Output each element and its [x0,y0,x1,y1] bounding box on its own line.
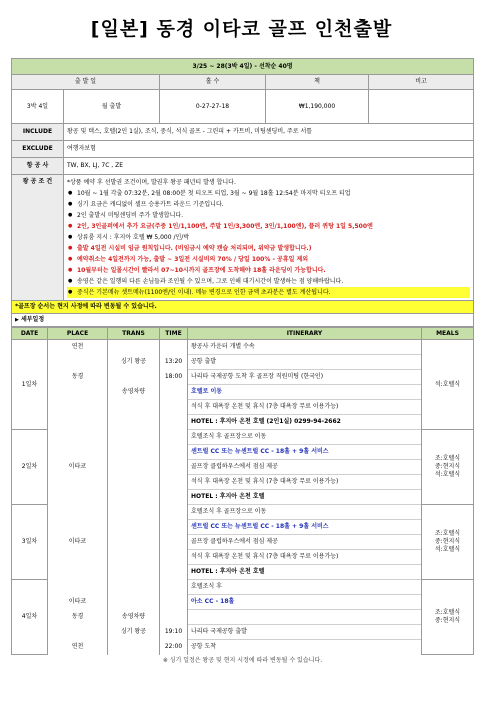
time-cell [160,340,188,355]
terms-item: ● 10월부터는 일몰시간이 빨라서 07~10시까지 골프장에 도착해야 18홀 라운딩이 가능합니다. [67,265,470,276]
place-cell [48,430,108,445]
schedule-row [12,475,474,490]
schedule-row [12,580,474,595]
terms-intro: *상품 예약 후 선발권 조건이며, 발권후 왕공 패년티 발생 합니다. [67,179,236,186]
terms-item: ● 10월 ~ 1월 각출 07:32분, 2월 08:00분 첫 티오프 티업, 3월 ~ 9월 18홀 12:54분 마지막 티오프 티업 [67,188,470,199]
trans-cell [108,595,160,610]
itinerary-cell: 석식 후 대욕장 온천 및 휴식 (7층 대욕장 무료 이용가능) [188,475,422,490]
trans-cell: 싱기 왕공 [108,625,160,640]
time-cell: 22:00 [160,640,188,655]
time-cell [160,475,188,490]
itinerary-cell: 왕공사 카운터 개별 수속 [188,340,422,355]
schedule-row [12,595,474,610]
terms-item: ● 예약취소는 4일전까지 가능, 출발 ~ 3일전 시실비의 70% / 당일 100% - 공휴일 제외 [67,254,470,265]
trans-cell [108,460,160,475]
col-trans: TRANS [108,328,160,340]
trans-cell [108,370,160,385]
terms-item: ● 출발 4일전 시실비 임금 원칙입니다. (비임금시 예약 캔슬 처리되며, 위약금 발생합니다.) [67,243,470,254]
day-label: 4일차 [12,580,48,655]
terms-list [67,188,470,298]
trans-cell [108,445,160,460]
trans-cell [108,520,160,535]
schedule-row [12,505,474,520]
itinerary-cell: 석식 후 대욕장 온천 및 휴식 (7층 대욕장 무료 이용가능) [188,550,422,565]
itinerary-cell: 공항 도착 [188,640,422,655]
time-cell [160,550,188,565]
col-place: PLACE [48,328,108,340]
place-cell [48,445,108,460]
itinerary-cell: 아소 CC - 18홀 [188,595,422,610]
trans-cell: 송영차량 [108,610,160,625]
place-cell: 동경 [48,370,108,385]
trans-cell: 송영차량 [108,385,160,400]
schedule-row [12,385,474,400]
meals-cell: 석:호텔식 [422,340,474,430]
golf-order-note: *골프장 순서는 현지 사정에 따라 변동될 수 있습니다. [12,301,474,314]
schedule-row [12,355,474,370]
schedule-row [12,550,474,565]
meals-cell: 조:호텔식 중:현지식 [422,580,474,655]
schedule-row [12,565,474,580]
schedule-row [12,535,474,550]
time-cell [160,610,188,625]
place-cell [48,385,108,400]
header-holes: 홀 수 [160,75,266,90]
itinerary-cell: 센트럴 CC 또는 뉴센트럴 CC - 18홀 + 9홀 서비스 [188,445,422,460]
terms-item: ● 2인, 3인골퍼에서 추가 요금(주중 1인/1,100엔, 주말 1인/3,300엔, 3인/1,100엔), 플러 퀴탕 1일 5,500엔 [67,221,470,232]
include-label: INCLUDE [12,124,64,141]
time-cell [160,565,188,580]
header-depart: 출 발 일 [12,75,160,90]
place-cell [48,415,108,430]
schedule-row [12,340,474,355]
page-title: [일본] 동경 이타코 골프 인천출발 [90,18,393,40]
terms-item: ● 2인 출발시 미팅센딩비 주가 발생합니다. [67,210,470,221]
time-cell [160,415,188,430]
itinerary-cell: 공항 출발 [188,355,422,370]
trans-cell [108,580,160,595]
schedule-row [12,445,474,460]
schedule-table [11,327,474,667]
time-cell [160,460,188,475]
time-cell [160,520,188,535]
trans-cell [108,490,160,505]
header-price: 책 [266,75,369,90]
airline-label: 항 공 사 [12,158,64,175]
summary-depart: 월 출발 [64,90,160,124]
day-label: 3일차 [12,505,48,580]
itinerary-cell: HOTEL : 후지아 온천 호텔 [188,490,422,505]
place-cell [48,580,108,595]
itinerary-cell: 센트럴 CC 또는 뉴센트럴 CC - 18홀 + 9홀 서비스 [188,520,422,535]
place-cell: 이타코 [48,535,108,550]
place-cell [48,550,108,565]
time-cell [160,535,188,550]
itinerary-cell: 호텔로 이동 [188,385,422,400]
itinerary-cell: 호텔조식 후 [188,580,422,595]
tour-banner: 3/25 ~ 28(3박 4일) - 선착순 40명 [12,59,474,75]
place-cell [48,475,108,490]
schedule-row [12,430,474,445]
itinerary-cell: 호텔조식 후 골프장으로 이동 [188,505,422,520]
itinerary-cell: 호텔조식 후 골프장으로 이동 [188,430,422,445]
trans-cell [108,340,160,355]
place-cell [48,520,108,535]
schedule-row [12,370,474,385]
itinerary-cell: 나리타 국제공항 출발 [188,625,422,640]
schedule-row [12,400,474,415]
place-cell [48,625,108,640]
terms-item: ● 송영은 같은 일행의 다른 손님들과 조인될 수 있으며, 그로 인해 대기시간이 발생하는 점 양해바랍니다. [67,276,470,287]
info-table [11,58,474,327]
time-cell [160,430,188,445]
trans-cell [108,475,160,490]
day-label: 1일차 [12,340,48,430]
place-cell [48,355,108,370]
footer-note: ※ 싱기 일정은 왕공 및 현지 시정에 따라 변동될 수 있습니다. [162,656,323,664]
meals-cell: 조:호텔식 중:현지식 석:호텔식 [422,430,474,505]
time-cell: 19:10 [160,625,188,640]
itinerary-cell: 골프장 클럽하우스에서 점심 제공 [188,460,422,475]
schedule-row [12,520,474,535]
time-cell [160,505,188,520]
place-cell: 연천 [48,340,108,355]
col-itinerary: ITINERARY [188,328,422,340]
schedule-row [12,610,474,625]
meals-cell: 조:호텔식 중:현지식 석:호텔식 [422,505,474,580]
place-cell: 이타코 [48,595,108,610]
header-note: 비고 [369,75,474,90]
itinerary-cell: HOTEL : 후지아 온천 호텔 [188,565,422,580]
schedule-row [12,460,474,475]
summary-days: 3박 4일 [12,90,64,124]
itinerary-cell: 나리타 국제공항 도착 후 골프장 직원미팅 (한국인) [188,370,422,385]
terms-item: ● 싱기 요금은 캐디없이 셀프 승용카트 라운드 기준입니다. [67,199,470,210]
schedule-label [12,314,474,327]
time-cell [160,445,188,460]
schedule-row [12,490,474,505]
summary-price: ₩1,190,000 [266,90,369,124]
include-text: 왕공 및 텍스, 호텔(2인 1실), 조식, 중식, 석식 골프 - 그린피 + 카트비, 미팅센딩비, 주로 서틀 [64,124,474,141]
day-label: 2일차 [12,430,48,505]
trans-cell [108,505,160,520]
time-cell [160,595,188,610]
itinerary-document [11,58,473,667]
trans-cell [108,400,160,415]
trans-cell [108,535,160,550]
col-time: TIME [160,328,188,340]
summary-note [369,90,474,124]
col-date: DATE [12,328,48,340]
place-cell: 이타코 [48,460,108,475]
schedule-row [12,640,474,655]
time-cell [160,580,188,595]
trans-cell [108,640,160,655]
schedule-row [12,625,474,640]
exclude-text: 여행자보험 [64,141,474,158]
terms-item: ● 상류룸 지시 : 후지아 호텔 ₩ 5,000 /인/박 [67,232,470,243]
trans-cell: 싱기 왕공 [108,355,160,370]
exclude-label: EXCLUDE [12,141,64,158]
terms-label: 왕 공 조 건 [12,175,64,301]
trans-cell [108,565,160,580]
schedule-label-text: 세부일정 [20,316,45,323]
time-cell [160,385,188,400]
place-cell [48,505,108,520]
arrow-icon: ▶ [15,317,19,323]
schedule-row [12,415,474,430]
time-cell: 13:20 [160,355,188,370]
time-cell: 18:00 [160,370,188,385]
col-meals: MEALS [422,328,474,340]
place-cell [48,565,108,580]
itinerary-cell [188,610,422,625]
itinerary-cell: 골프장 클럽하우스에서 점심 제공 [188,535,422,550]
schedule-body [12,340,474,655]
time-cell [160,400,188,415]
terms-item: ● 중식은 기본메뉴 셋트메뉴(1100엔/인 이내). 메뉴 변경으로 인한 금액 초과분은 별도 계산됩니다. [67,287,470,298]
trans-cell [108,415,160,430]
trans-cell [108,550,160,565]
place-cell [48,490,108,505]
itinerary-cell: HOTEL : 후지아 온천 호텔 (2인1실) 0299-94-2662 [188,415,422,430]
trans-cell [108,430,160,445]
place-cell [48,400,108,415]
airline-text: TW, BX, LJ, 7C , ZE [64,158,474,175]
place-cell: 동경 [48,610,108,625]
place-cell: 연천 [48,640,108,655]
time-cell [160,490,188,505]
itinerary-cell: 석식 후 대욕장 온천 및 휴식 (7층 대욕장 무료 이용가능) [188,400,422,415]
summary-holes: 0-27-27-18 [160,90,266,124]
